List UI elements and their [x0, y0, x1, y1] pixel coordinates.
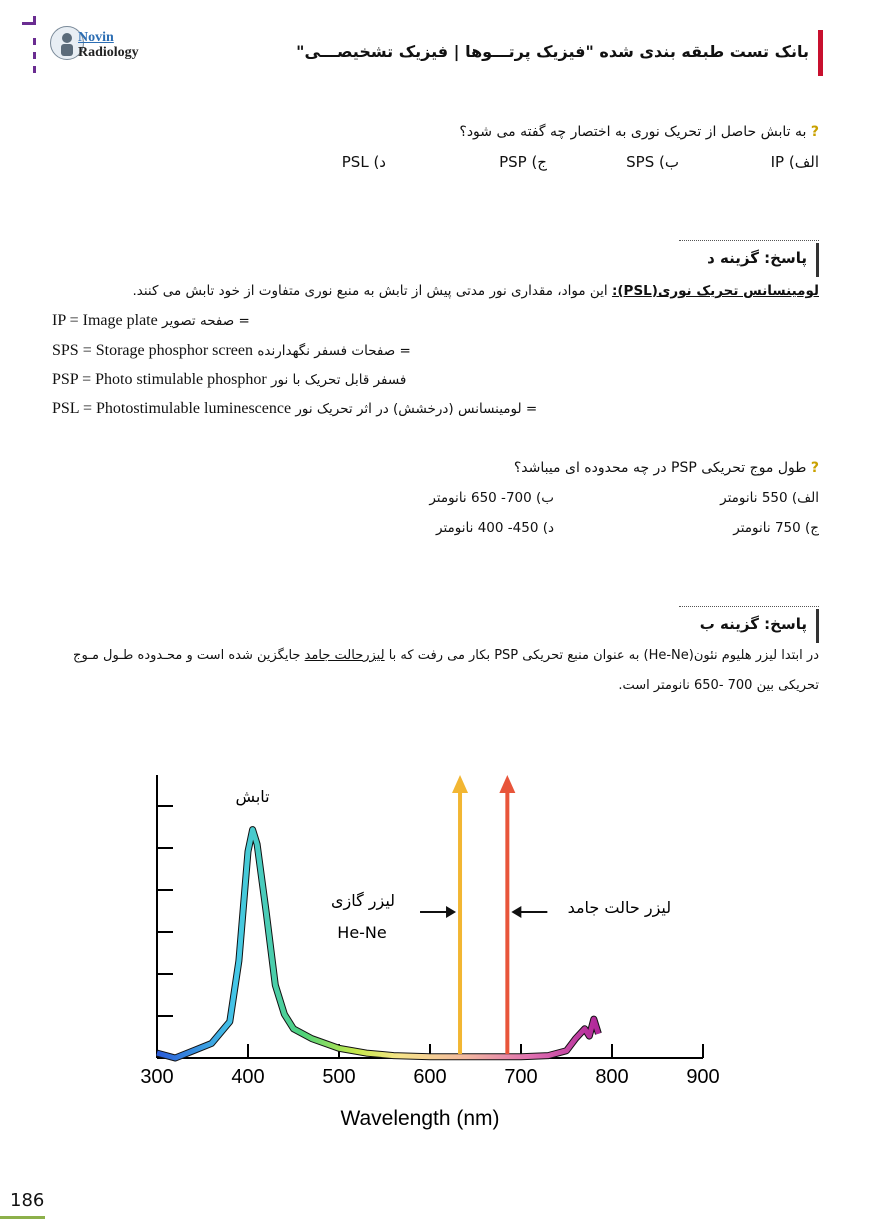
emission-label: تابش [235, 787, 270, 806]
q2-option-b: ب) 700- 650 نانومتر [429, 490, 554, 506]
answer-2-line-1 [73, 648, 819, 663]
q1-option-d: د) PSL [341, 153, 386, 171]
x-tick-label: 900 [686, 1066, 720, 1088]
term-row-psp [52, 371, 406, 389]
page-header-title: بانک تست طبقه بندی شده "فیزیک پرتـــوها | فیزیک تشخیصـــی" [296, 42, 809, 61]
q1-option-b: ب) SPS [626, 153, 679, 171]
emission-curve-outline [157, 830, 598, 1058]
question-icon: ? [810, 460, 819, 476]
x-tick-label: 700 [504, 1066, 538, 1088]
emission-curve [157, 830, 598, 1058]
term-fa: = لومینسانس (درخشش) در اثر تحریک نور [295, 401, 538, 417]
question-1-text: به تابش حاصل از تحریک نوری به اختصار چه گفته می شود؟ [459, 124, 807, 140]
gas-laser-arrowhead [452, 775, 468, 793]
term-fa: = صفحه تصویر [162, 313, 250, 329]
gas-laser-label: لیزر گازی [330, 891, 396, 910]
question-1 [459, 124, 819, 140]
solid-laser-label: لیزر حالت جامد [567, 898, 672, 917]
answer-1-box [679, 240, 819, 277]
term-fa: = صفحات فسفر نگهدارنده [257, 343, 411, 359]
x-tick-label: 300 [140, 1066, 174, 1088]
term-row-psl [52, 400, 537, 418]
header-accent-bar [818, 30, 823, 76]
x-tick-label: 400 [231, 1066, 265, 1088]
term-row-sps [52, 342, 411, 360]
q1-option-c: ج) PSP [499, 153, 547, 171]
x-tick-label: 800 [595, 1066, 629, 1088]
gas-laser-name: He-Ne [337, 923, 387, 942]
term-en: IP = Image plate [52, 312, 158, 329]
term-en: SPS = Storage phosphor screen [52, 342, 254, 359]
answer-2-box [679, 606, 819, 643]
q2-option-d: د) 450- 400 نانومتر [436, 520, 554, 536]
answer-1-label: پاسخ: گزینه د [707, 249, 807, 267]
q2-option-c: ج) 750 نانومتر [733, 520, 819, 536]
answer-2-underlined: لیزرحالت جامد [304, 648, 385, 663]
page-number: 186 [10, 1190, 45, 1211]
answer-2-label: پاسخ: گزینه ب [699, 615, 807, 633]
page-number-underline [0, 1216, 45, 1219]
gas-laser-pointer-head [446, 906, 456, 918]
spectrum-chart [0, 740, 869, 1160]
answer-2-line-2: تحریکی بین 700 -650 نانومتر است. [618, 678, 819, 693]
answer-2-text-c: جایگزین شده است و محـدوده طـول مـوج [73, 648, 305, 663]
logo-text-radiology: Radiology [78, 45, 139, 60]
term-row-ip [52, 312, 250, 330]
x-axis-label: Wavelength (nm) [340, 1107, 500, 1130]
definition-text: این مواد، مقداری نور مدتی پیش از تابش به منبع نوری متفاوت از خود تابش می کنند. [132, 283, 612, 299]
x-tick-label: 500 [322, 1066, 356, 1088]
definition-term: لومینسانس تحریک نوری(PSL): [611, 283, 819, 299]
answer-1-definition [132, 283, 819, 299]
solid-laser-pointer-head [511, 906, 521, 918]
term-en: PSL = Photostimulable luminescence [52, 400, 292, 417]
answer-2-text-a: در ابتدا لیزر هلیوم نئون(He-Ne) به عنوان منبع تحریکی PSP بکار می رفت که با [384, 648, 819, 663]
logo-text-novin: Novin [78, 30, 114, 45]
q1-option-a: الف) IP [770, 153, 819, 171]
term-fa: فسفر قابل تحریک با نور [270, 372, 407, 388]
solid-laser-arrowhead [499, 775, 515, 793]
term-en: PSP = Photo stimulable phosphor [52, 371, 267, 388]
q2-option-a: الف) 550 نانومتر [720, 490, 819, 506]
question-icon: ? [810, 124, 819, 140]
question-2-text: طول موج تحریکی PSP در چه محدوده ای میباشد؟ [513, 460, 807, 476]
question-2 [514, 460, 819, 476]
x-tick-label: 600 [413, 1066, 447, 1088]
